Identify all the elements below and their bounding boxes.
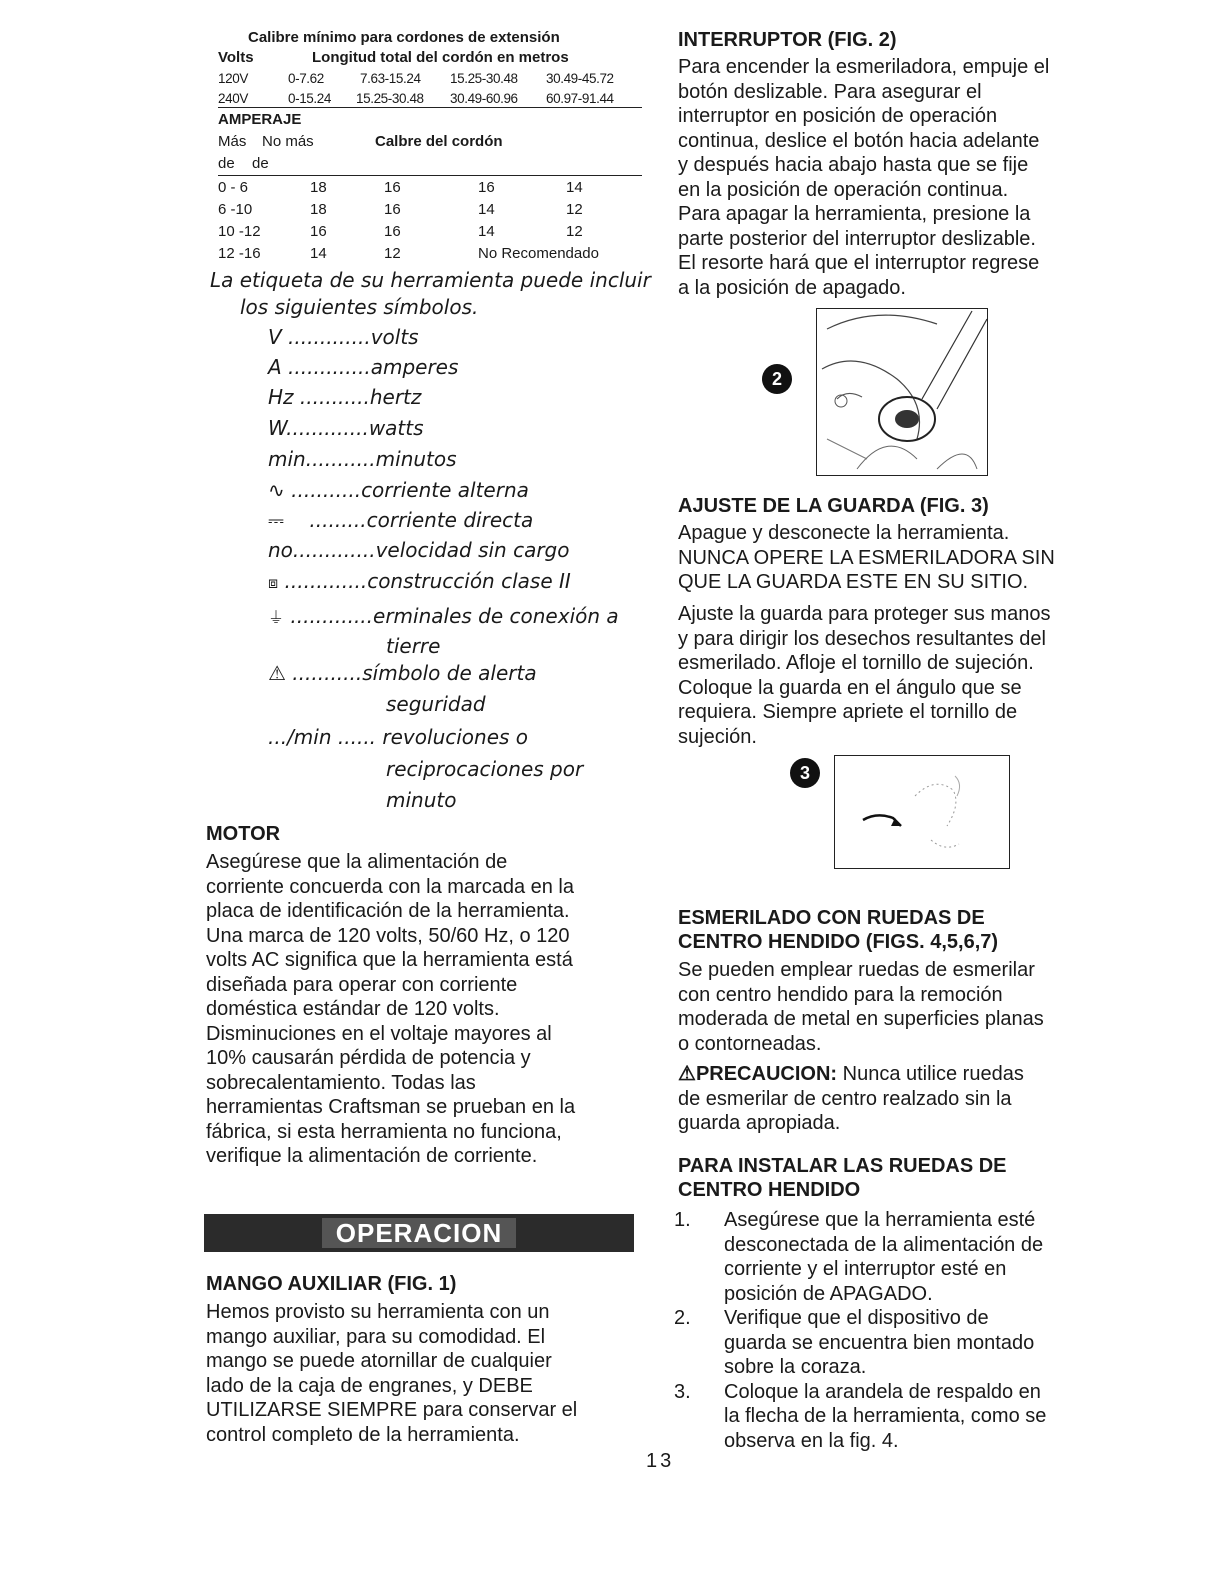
symbols-list: [268, 324, 648, 824]
symbol-row: ⚠ ...........símbolo de alerta: [268, 661, 537, 685]
table-rule: [218, 175, 642, 176]
guarda-warning: Apague y desconecte la herramienta. NUNCA OPERE LA ESMERILADORA SIN QUE LA GUARDA ESTE EN SU SITIO.: [678, 522, 1055, 593]
alternating-current-icon: ∿: [268, 478, 285, 502]
list-item: 3. Coloque la arandela de respaldo en la flecha de la herramienta, como se observa en la fig. 4.: [674, 1380, 1047, 1452]
operacion-section-banner: [204, 1214, 634, 1252]
page-number: 13: [646, 1450, 675, 1472]
figure-2-switch-illustration: [816, 308, 988, 476]
guarda-heading: AJUSTE DE LA GUARDA (FIG. 3): [678, 495, 989, 517]
guarda-body: Ajuste la guarda para proteger sus manos y para dirigir los desechos resultantes del esmerilado. Afloje el tornillo de sujeción. Coloque la guarda en el ángulo que se requiera. Siempre apriete el tornillo de sujeción.: [678, 603, 1051, 748]
no-mas-label: No más: [262, 133, 314, 150]
symbol-row: A .............amperes: [268, 355, 459, 379]
earth-ground-icon: ⏚: [268, 608, 285, 627]
mango-heading: MANGO AUXILIAR (FIG. 1): [206, 1273, 457, 1295]
mango-body: Hemos provisto su herramienta con un mango auxiliar, para su comodidad. El mango se puede atornillar de cualquier lado de la caja de engranes, y DEBE UTILIZARSE SIEMPRE para conservar el control completo de la herramienta.: [206, 1301, 578, 1446]
volts-header: Volts: [218, 49, 254, 66]
table-rule: [218, 107, 642, 108]
symbol-row: ⎓ .........corriente directa: [268, 508, 534, 532]
symbol-row: W.............watts: [268, 416, 424, 440]
guard-adjust-drawing: [835, 756, 1009, 868]
esmerilado-heading: ESMERILADO CON RUEDAS DE CENTRO HENDIDO (FIGS. 4,5,6,7): [678, 907, 999, 953]
symbol-row: ⧈ .............construcción clase II: [268, 569, 571, 593]
interruptor-heading: INTERRUPTOR (FIG. 2): [678, 29, 897, 51]
de-label: de: [218, 155, 235, 172]
caution-block: ⚠PRECAUCION: Nunca utilice ruedas de esmerilar de centro realzado sin la guarda apropiada.: [678, 1063, 1024, 1134]
de-label: de: [252, 155, 269, 172]
gauge-label: Calbre del cordón: [375, 133, 503, 150]
mas-label: Más: [218, 133, 247, 150]
symbol-row: .../min ...... revoluciones o: [268, 725, 529, 749]
symbol-row: ⏚ .............erminales de conexión a: [268, 604, 619, 628]
warning-triangle-icon: ⚠: [268, 661, 286, 685]
symbol-row-cont: minuto: [386, 788, 457, 812]
symbol-row: ∿ ...........corriente alterna: [268, 478, 529, 502]
list-item: 1. Asegúrese que la herramienta esté desconectada de la alimentación de corriente y el interruptor esté en posición de APAGADO.: [674, 1209, 1044, 1305]
grinder-switch-drawing: [817, 309, 987, 475]
interruptor-body: Para encender la esmeriladora, empuje el botón deslizable. Para asegurar el interruptor en posición de operación continua, deslice el botón hacia adelante y después hacia abajo hasta que se fije en la posición de operación continua. Para apagar la herramienta, presione la parte posterior del interruptor deslizable. El resorte hará que el interruptor regrese a la posición de apagado.: [678, 56, 1050, 299]
cord-gauge-table: Calibre mínimo para cordones de extensión Volts Longitud total del cordón en metros 120V 0-7.62 7.63-15.24 15.25-30.48 30.49-45.72 240V 0-15.24 15.25-30.48 30.49-60.96 60.97-91.44 AMPERAJE Más No más Calbre del cordón de de 0 - 6 18 16 16 14 6 -10 18 16 14 12 10 -12 16 16 14 12 12 -16 14 12 No Recomendado: [218, 28, 642, 268]
symbol-row: no.............velocidad sin cargo: [268, 538, 570, 562]
symbol-row: V .............volts: [268, 325, 419, 349]
length-header: Longitud total del cordón en metros: [312, 49, 569, 66]
symbols-intro: los siguientes símbolos.: [240, 295, 479, 319]
warning-triangle-icon: ⚠: [678, 1063, 696, 1085]
amperage-label: AMPERAJE: [218, 111, 302, 128]
instalar-steps: [674, 1208, 1114, 1453]
list-item: 2. Verifique que el dispositivo de guarda se encuentra bien montado sobre la coraza.: [674, 1307, 1035, 1378]
esmerilado-body: Se pueden emplear ruedas de esmerilar con centro hendido para la remoción moderada de metal en superficies planas o contorneadas.: [678, 959, 1044, 1055]
caution-label: PRECAUCION:: [695, 1063, 838, 1085]
class-ii-construction-icon: ⧈: [268, 573, 279, 592]
symbol-row-cont: tierre: [386, 634, 441, 658]
figure-2-number-badge: 2: [762, 364, 792, 394]
symbol-row-cont: reciprocaciones por: [386, 757, 584, 781]
motor-heading: MOTOR: [206, 823, 281, 845]
symbols-intro: La etiqueta de su herramienta puede incluir: [210, 268, 651, 292]
operacion-title: OPERACION: [322, 1218, 516, 1248]
symbol-row: min...........minutos: [268, 447, 457, 471]
figure-3-number-badge: 3: [790, 758, 820, 788]
figure-3-guard-illustration: [834, 755, 1010, 869]
direct-current-icon: ⎓: [268, 508, 284, 532]
cord-table-title: Calibre mínimo para cordones de extensión: [248, 29, 560, 46]
symbol-row: Hz ...........hertz: [268, 385, 422, 409]
symbol-row-cont: seguridad: [386, 692, 486, 716]
motor-body: Asegúrese que la alimentación de corriente concuerda con la marcada en la placa de identificación de la herramienta. Una marca de 120 volts, 50/60 Hz, o 120 volts AC significa que la herramienta está diseñada para operar con corriente doméstica estándar de 120 volts. Disminuciones en el voltaje mayores al 10% causarán pérdida de potencia y sobrecalentamiento. Todas las herramientas Craftsman se prueban en la fábrica, si esta herramienta no funciona, verifique la alimentación de corriente.: [206, 851, 576, 1167]
instalar-heading: PARA INSTALAR LAS RUEDAS DE CENTRO HENDIDO: [678, 1155, 1007, 1201]
